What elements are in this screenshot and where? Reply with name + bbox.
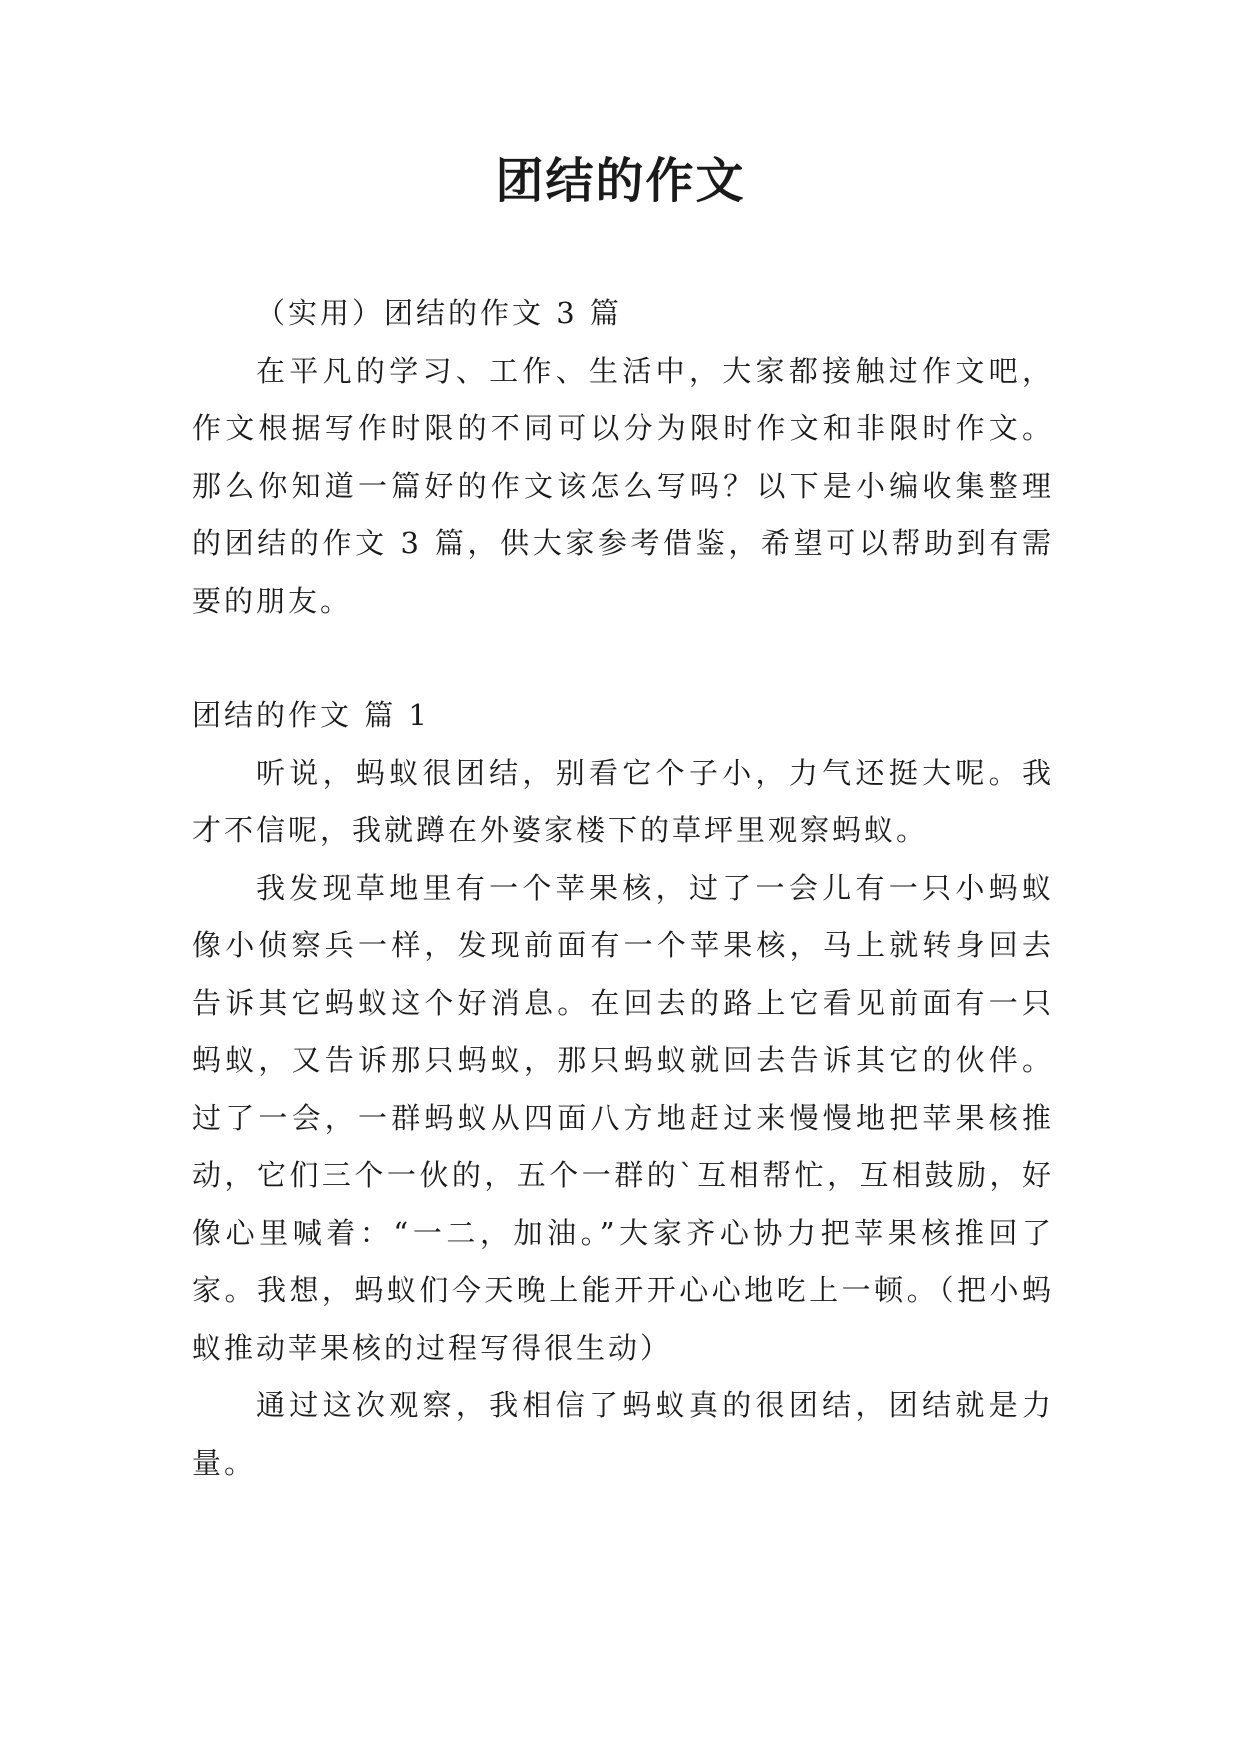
body-paragraph: 我发现草地里有一个苹果核，过了一会儿有一只小蚂蚁像小侦察兵一样，发现前面有一个苹果核，马上就转身回去告诉其它蚂蚁这个好消息。在回去的路上它看见前面有一只蚂蚁，又告诉那只蚂蚁，那只蚂蚁就回去告诉其它的伙伴。过了一会，一群蚂蚁从四面八方地赶过来慢慢地把苹果核推动，它们三个一伙的，五个一群的`互相帮忙，互相鼓励，好像心里喊着：“一二，加油。”大家齐心协力把苹果核推回了家。我想，蚂蚁们今天晚上能开开心心地吃上一顿。（把小蚂蚁推动苹果核的过程写得很生动） <box>192 870 1054 1365</box>
document-body <box>192 285 1054 1492</box>
intro-paragraph: 在平凡的学习、工作、生活中，大家都接触过作文吧，作文根据写作时限的不同可以分为限时作文和非限时作文。那么你知道一篇好的作文该怎么写吗？以下是小编收集整理的团结的作文 3 篇，供大家参考借鉴，希望可以帮助到有需要的朋友。 <box>192 353 1054 618</box>
section-heading: 团结的作文 篇 1 <box>192 698 430 732</box>
body-paragraph: 通过这次观察，我相信了蚂蚁真的很团结，团结就是力量。 <box>192 1388 1054 1480</box>
body-paragraph: 听说，蚂蚁很团结，别看它个子小，力气还挺大呢。我才不信呢，我就蹲在外婆家楼下的草坪里观察蚂蚁。 <box>192 755 1054 847</box>
document-subtitle: （实用）团结的作文 3 篇 <box>256 296 622 330</box>
document-title: 团结的作文 <box>495 153 746 209</box>
